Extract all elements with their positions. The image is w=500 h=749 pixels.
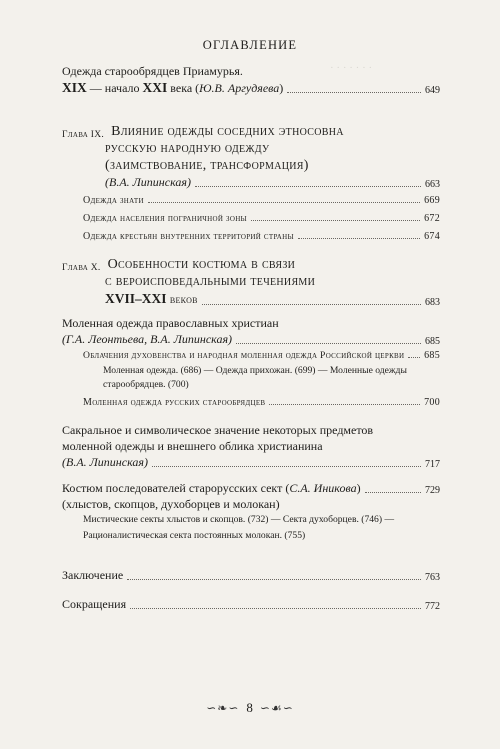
- dot-leader: [236, 343, 421, 344]
- page-footer: [0, 700, 500, 716]
- toc-subentry: Моленная одежда русских старообрядцев 700: [83, 397, 440, 408]
- dot-leader: [148, 202, 420, 203]
- toc-entry-line: Сакральное и символическое значение некоторых предметов: [62, 423, 374, 437]
- page-ref: 669: [424, 195, 440, 206]
- page-ref: 763: [425, 572, 440, 583]
- chapter-heading: Глава X. Особенности костюма в связи: [62, 257, 296, 273]
- toc-detail: Рационалистическая секта постоянных молокан. (755): [83, 530, 306, 541]
- page-ref: 672: [424, 213, 440, 224]
- toc-entry-line: (В.А. Липинская) 717: [62, 455, 440, 470]
- ornament-left-icon: ∽❧∽: [206, 701, 240, 715]
- toc-entry-line: Одежда старообрядцев Приамурья.: [62, 64, 243, 78]
- page-ref: 674: [424, 231, 440, 242]
- page-ref: 772: [425, 601, 440, 612]
- chapter-heading-line: с вероисповедальными течениями: [105, 274, 316, 289]
- toc-entry-line: XVII–XXI веков 683: [105, 291, 440, 308]
- toc-entry-line: Моленная одежда православных христиан: [62, 316, 279, 330]
- page-ref: 663: [425, 179, 440, 190]
- dot-leader: [130, 608, 421, 609]
- toc-entry-line: XIX — начало XXI века (Ю.В. Аргудяева) 649: [62, 80, 440, 96]
- toc-entry-line: Заключение 763: [62, 568, 440, 583]
- toc-entry-line: (хлыстов, скопцов, духоборцев и молокан): [62, 497, 280, 511]
- page-ref: 717: [425, 459, 440, 470]
- dot-leader: [365, 492, 421, 493]
- page-ref: 649: [425, 85, 440, 96]
- dot-leader: [269, 404, 420, 405]
- toc-entry-line: моленной одежды и внешнего облика христианина: [62, 439, 323, 453]
- toc-subentry: Облачения духовенства и народная моленная одежда Российской церкви 685: [83, 350, 440, 361]
- dot-leader: [408, 357, 420, 358]
- dot-leader: [127, 579, 421, 580]
- toc-detail: старообрядцев. (700): [103, 379, 189, 390]
- toc-detail: Моленная одежда. (686) — Одежда прихожан. (699) — Моленные одежды: [103, 365, 407, 376]
- toc-entry-line: (Г.А. Леонтьева, В.А. Липинская) 685: [62, 332, 440, 347]
- toc-detail: Мистические секты хлыстов и скопцов. (732) — Секта духоборцев. (746) —: [83, 514, 395, 525]
- dot-leader: [202, 304, 421, 305]
- toc-subentry: Одежда крестьян внутренних территорий страны 674: [83, 231, 440, 242]
- toc-entry-line: Костюм последователей старорусских сект (С.А. Иникова) 729: [62, 481, 440, 496]
- dot-leader: [287, 92, 421, 93]
- dot-leader: [251, 220, 420, 221]
- toc-subentry: Одежда знати 669: [83, 195, 440, 206]
- bleed-through-text: · · · · · · ·: [330, 62, 373, 74]
- toc-subentry: Одежда населения пограничной зоны 672: [83, 213, 440, 224]
- chapter-heading-line: русскую народную одежду: [105, 141, 270, 156]
- dot-leader: [298, 238, 420, 239]
- page-ref: 683: [425, 297, 440, 308]
- page-ref: 685: [424, 350, 440, 361]
- page-title: ОГЛАВЛЕНИЕ: [202, 38, 298, 52]
- dot-leader: [195, 186, 421, 187]
- page-ref: 729: [425, 485, 440, 496]
- dot-leader: [152, 466, 421, 467]
- toc-entry-line: Сокращения 772: [62, 597, 440, 612]
- ornament-right-icon: ∽☙∽: [259, 701, 294, 715]
- toc-entry-line: (В.А. Липинская) 663: [105, 175, 440, 190]
- chapter-heading: Глава IX. Влияние одежды соседних этносовна: [62, 124, 344, 140]
- page-ref: 685: [425, 336, 440, 347]
- page-ref: 700: [424, 397, 440, 408]
- page-number: 8: [246, 700, 253, 715]
- chapter-heading-line: (заимствование, трансформация): [105, 158, 309, 173]
